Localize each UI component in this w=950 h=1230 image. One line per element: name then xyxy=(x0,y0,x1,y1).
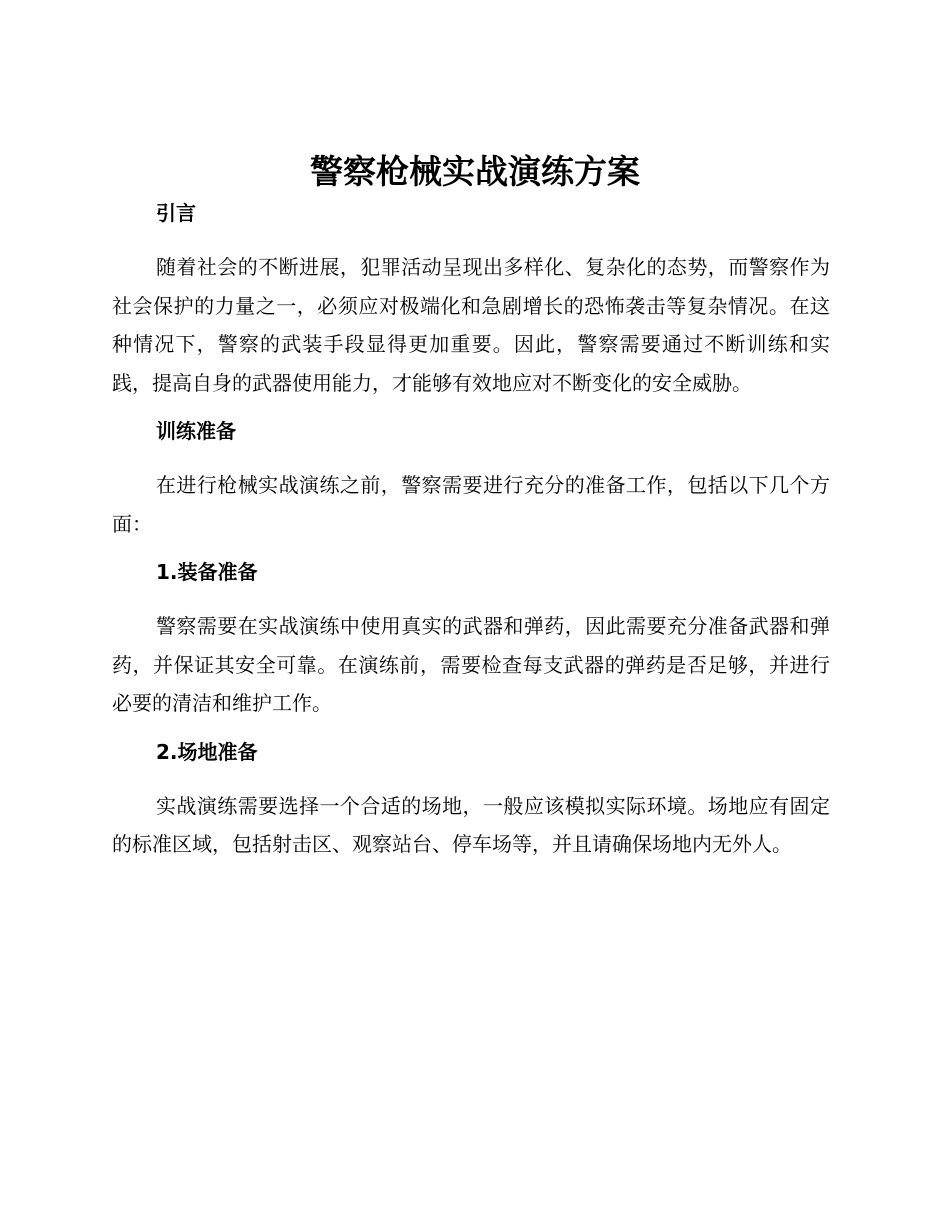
section-paragraph: 实战演练需要选择一个合适的场地，一般应该模拟实际环境。场地应有固定的标准区域，包括射击区、观察站台、停车场等，并且请确保场地内无外人。 xyxy=(112,793,830,856)
section-training-preparation xyxy=(112,416,830,543)
section-introduction xyxy=(112,198,830,402)
document-title: 警察枪械实战演练方案 xyxy=(310,152,640,191)
section-heading: 1.装备准备 xyxy=(156,560,258,584)
section-equipment-preparation xyxy=(112,557,830,723)
section-paragraph: 随着社会的不断进展，犯罪活动呈现出多样化、复杂化的态势，而警察作为社会保护的力量之一，必须应对极端化和急剧增长的恐怖袭击等复杂情况。在这种情况下，警察的武装手段显得更加重要。因此，警察需要通过不断训练和实践，提高自身的武器使用能力，才能够有效地应对不断变化的安全威胁。 xyxy=(112,255,830,395)
document-body xyxy=(112,198,830,864)
section-heading: 训练准备 xyxy=(156,419,236,443)
section-paragraph: 在进行枪械实战演练之前，警察需要进行充分的准备工作，包括以下几个方面： xyxy=(112,473,830,536)
section-paragraph: 警察需要在实战演练中使用真实的武器和弹药，因此需要充分准备武器和弹药，并保证其安全可靠。在演练前，需要检查每支武器的弹药是否足够，并进行必要的清洁和维护工作。 xyxy=(112,614,830,715)
section-heading: 2.场地准备 xyxy=(156,739,258,764)
section-venue-preparation xyxy=(112,737,830,864)
section-heading: 引言 xyxy=(156,201,196,225)
